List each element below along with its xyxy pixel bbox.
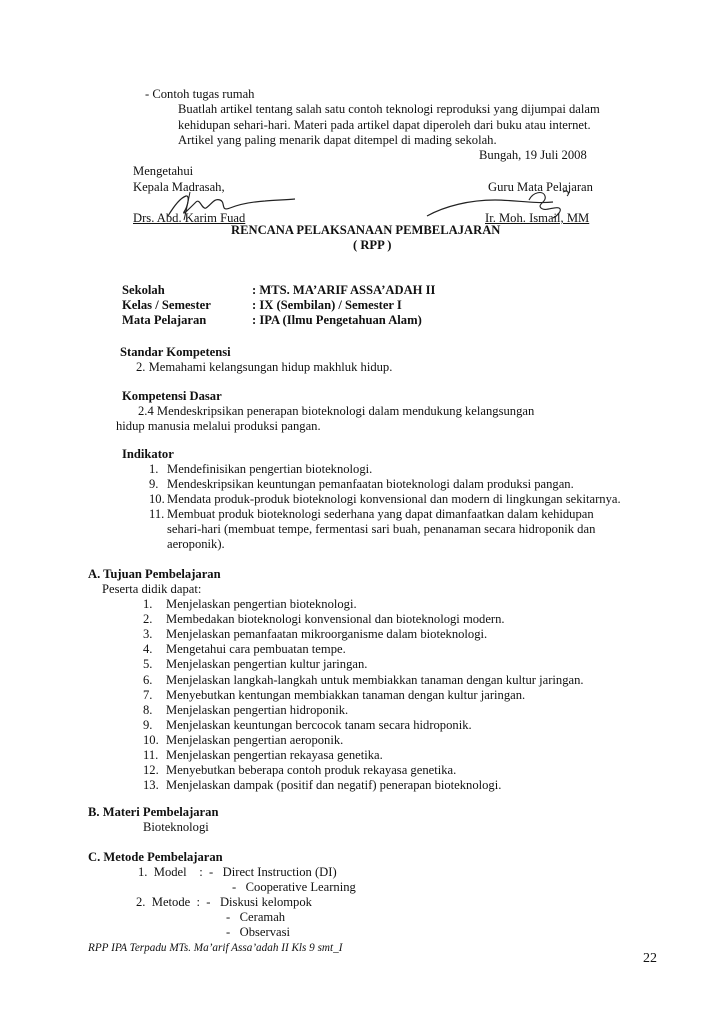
tujuan-text: Menyebutkan beberapa contoh produk rekayasa genetika. xyxy=(166,763,457,778)
tujuan-item xyxy=(143,763,456,778)
indikator-item xyxy=(149,507,594,522)
tujuan-item xyxy=(143,612,505,627)
indikator-item xyxy=(149,462,372,477)
indikator-text: Mendata produk-produk bioteknologi konvensional dan modern di lingkungan sekitarnya. xyxy=(167,492,621,506)
indikator-number: 1. xyxy=(149,462,159,476)
tujuan-number: 5. xyxy=(143,657,153,672)
tujuan-text: Menjelaskan keuntungan bercocok tanam secara hidroponik. xyxy=(166,717,472,732)
info-label: Mata Pelajaran xyxy=(122,313,207,327)
tujuan-number: 11. xyxy=(143,748,159,762)
right-sign-name: Ir. Moh. Ismail, MM xyxy=(485,211,590,225)
homework-line: Artikel yang paling menarik dapat ditempel di mading sekolah. xyxy=(178,133,497,147)
tujuan-number: 4. xyxy=(143,642,153,657)
page-number: 22 xyxy=(643,951,657,966)
homework-line: kehidupan sehari-hari. Materi pada artikel dapat diperoleh dari buku atau internet. xyxy=(178,118,591,132)
indikator-text: Mendefinisikan pengertian bioteknologi. xyxy=(167,462,373,476)
tujuan-item xyxy=(143,718,472,733)
tujuan-text: Menjelaskan pengertian rekayasa genetika. xyxy=(166,748,383,762)
indikator-continuation: sehari-hari (membuat tempe, fermentasi sari buah, penanaman secara hidroponik dan xyxy=(167,522,596,536)
place-date: Bungah, 19 Juli 2008 xyxy=(479,148,587,162)
tujuan-text: Menyebutkan kentungan membiakkan tanaman dengan kultur jaringan. xyxy=(166,687,526,702)
indikator-item xyxy=(149,477,574,492)
tujuan-number: 2. xyxy=(143,612,153,627)
tujuan-text: Menjelaskan langkah-langkah untuk membiakkan tanaman dengan kultur jaringan. xyxy=(166,672,584,687)
kd-line: hidup manusia melalui produksi pangan. xyxy=(116,419,321,433)
tujuan-number: 10. xyxy=(143,732,159,747)
tujuan-item xyxy=(143,778,501,793)
tujuan-text: Menjelaskan pengertian hidroponik. xyxy=(166,702,349,717)
indikator-item xyxy=(149,492,621,507)
section-a-heading: A. Tujuan Pembelajaran xyxy=(88,567,221,581)
homework-line: Buatlah artikel tentang salah satu contoh teknologi reproduksi yang dijumpai dalam xyxy=(178,102,600,116)
indikator-continuation: aeroponik). xyxy=(167,537,225,551)
info-label: Kelas / Semester xyxy=(122,298,211,312)
tujuan-number: 9. xyxy=(143,717,153,732)
kd-line: 2.4 Mendeskripsikan penerapan bioteknologi dalam mendukung kelangsungan xyxy=(138,404,535,418)
tujuan-number: 12. xyxy=(143,763,159,778)
tujuan-text: Menjelaskan dampak (positif dan negatif) penerapan bioteknologi. xyxy=(166,778,502,793)
indikator-heading: Indikator xyxy=(122,447,174,461)
tujuan-item xyxy=(143,733,343,748)
info-label: Sekolah xyxy=(122,283,165,297)
section-c-heading: C. Metode Pembelajaran xyxy=(88,850,223,864)
info-value: : IPA (Ilmu Pengetahuan Alam) xyxy=(252,313,422,327)
indikator-number: 9. xyxy=(149,477,159,491)
tujuan-text: Menjelaskan pemanfaatan mikroorganisme dalam bioteknologi. xyxy=(166,627,488,642)
tujuan-item xyxy=(143,673,584,688)
metode-line: 2. Metode : - Diskusi kelompok xyxy=(136,895,312,909)
model-line: 1. Model : - Direct Instruction (DI) xyxy=(138,865,337,879)
tujuan-number: 7. xyxy=(143,687,153,702)
metode-line: - Observasi xyxy=(226,925,291,939)
footer-text: RPP IPA Terpadu MTs. Ma’arif Assa’adah II Kls 9 smt_I xyxy=(88,942,343,954)
tujuan-item xyxy=(143,657,367,672)
tujuan-number: 8. xyxy=(143,702,153,717)
section-a-intro: Peserta didik dapat: xyxy=(102,582,202,596)
tujuan-item xyxy=(143,642,346,657)
tujuan-text: Mengetahui cara pembuatan tempe. xyxy=(166,642,346,657)
tujuan-number: 1. xyxy=(143,597,153,611)
tujuan-item xyxy=(143,703,348,718)
section-b-heading: B. Materi Pembelajaran xyxy=(88,805,219,819)
info-value: : IX (Sembilan) / Semester I xyxy=(252,298,402,312)
tujuan-item xyxy=(143,627,487,642)
section-b-body: Bioteknologi xyxy=(143,820,209,834)
sk-item: 2. Memahami kelangsungan hidup makhluk hidup. xyxy=(136,360,393,374)
tujuan-item xyxy=(143,688,525,703)
tujuan-number: 13. xyxy=(143,778,159,793)
tujuan-text: Membedakan bioteknologi konvensional dan bioteknologi modern. xyxy=(166,612,505,627)
rpp-title: RENCANA PELAKSANAAN PEMBELAJARAN xyxy=(231,223,501,237)
right-sign-title: Guru Mata Pelajaran xyxy=(488,180,593,194)
homework-heading: - Contoh tugas rumah xyxy=(145,87,255,101)
indikator-text: Mendeskripsikan keuntungan pemanfaatan bioteknologi dalam produksi pangan. xyxy=(167,477,574,491)
rpp-subtitle: ( RPP ) xyxy=(353,238,392,252)
left-sign-name: Drs. Abd. Karim Fuad xyxy=(133,211,246,225)
indikator-number: 11. xyxy=(149,507,165,521)
tujuan-text: Menjelaskan pengertian kultur jaringan. xyxy=(166,657,368,672)
tujuan-item xyxy=(143,597,357,612)
sk-heading: Standar Kompetensi xyxy=(120,345,231,359)
tujuan-number: 6. xyxy=(143,672,153,687)
tujuan-number: 3. xyxy=(143,627,153,642)
indikator-number: 10. xyxy=(149,492,165,506)
left-sign-title: Mengetahui xyxy=(133,164,194,178)
left-sign-position: Kepala Madrasah, xyxy=(133,180,225,194)
metode-line: - Ceramah xyxy=(226,910,286,924)
tujuan-text: Menjelaskan pengertian aeroponik. xyxy=(166,732,344,747)
indikator-text: Membuat produk bioteknologi sederhana yang dapat dimanfaatkan dalam kehidupan xyxy=(167,507,594,521)
info-value: : MTS. MA’ARIF ASSA’ADAH II xyxy=(252,283,436,297)
model-line: - Cooperative Learning xyxy=(232,880,356,894)
tujuan-text: Menjelaskan pengertian bioteknologi. xyxy=(166,597,357,611)
kd-heading: Kompetensi Dasar xyxy=(122,389,222,403)
tujuan-item xyxy=(143,748,383,763)
